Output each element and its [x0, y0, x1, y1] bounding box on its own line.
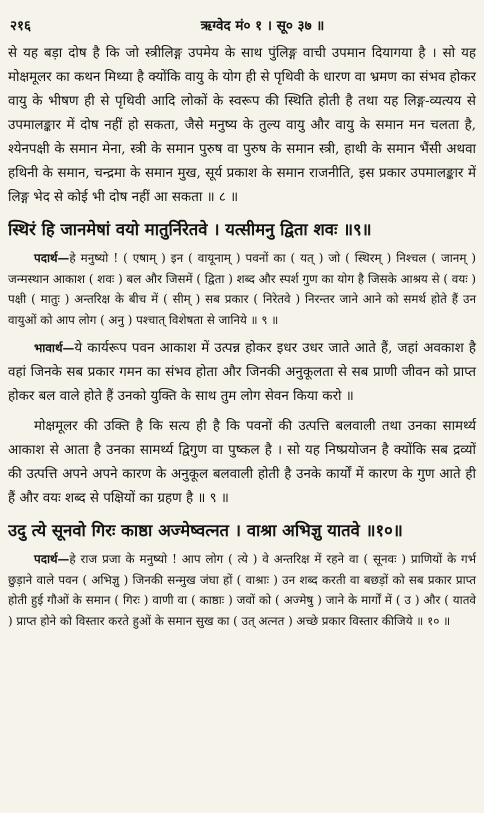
page-number: २१६: [10, 18, 32, 34]
padartha-9: [8, 248, 476, 330]
running-title: ऋग्वेद मं० १ । सू० ३७ ॥: [200, 18, 325, 34]
mantra-10: उदु त्ये सूनवो गिरः काष्ठा अज्मेष्वत्नत । वाश्रा अभिज्ञु यातवे ॥१०॥: [8, 520, 403, 540]
padartha-label: पदार्थ—: [34, 552, 70, 566]
padartha-text: हे मनुष्यो ! ( एषाम् ) इन ( वायूनाम् ) पवनों का ( यत् ) जो ( स्थिरम् ) निश्चल ( जानम् ) जन्मस्थान आकाश ( शवः ) बल और जिसमें ( द्विता ) शब्द और स्पर्श गुण का योग है जिसके आश्रय से ( वयः ) पक्षी ( मातुः ) अन्तरिक्ष के बीच में ( सीम् ) सब प्रकार ( निरेतवे ) निरन्तर जाने आने को समर्थ होते हैं उन वायुओं को आप लोग ( अनु ) पश्चात् विशेषता से जानिये ॥ ९ ॥: [8, 251, 476, 327]
bhavartha-text: ये कार्यरूप पवन आकाश में उत्पन्न होकर इधर उधर जाते आते हैं, जहां अवकाश है वहां जिनके सब प्रकार गमन का संभव होता और जिनकी अनुकूलता से सब प्राणी जीवन को प्राप्त होकर बल वाले होते हैं उनको युक्ति के साथ तुम लोग सेवन किया करो ॥: [8, 341, 476, 404]
commentary-paragraph-1: से यह बड़ा दोष है कि जो स्त्रीलिङ्ग उपमेय के साथ पुंलिङ्ग वाची उपमान दियागया है । सो यह मोक्षमूलर का कथन मिथ्या है क्योंकि वायु के योग ही से पृथिवी के धारण वा भ्रमण का संभव होकर वायु के भीषण ही से पृथिवी आदि लोकों के स्वरूप की स्थिति होती है तथा यह लिङ्ग-व्यत्यय से उपमालङ्कार में दोष नहीं हो सकता, जैसे मनुष्य के तुल्य वायु और वायु के समान मन चलता है, श्येनपक्षी के समान मेना, स्त्री के समान पुरुष वा पुरुष के समान स्त्री, हाथी के समान भैंसी अथवा हथिनी के समान, चन्द्रमा के समान मुख, सूर्य प्रकाश के समान राजनीति, इस प्रकार उपमालङ्कार में लिङ्ग भेद से कोई भी दोष नहीं आ सकता ॥ ८ ॥: [8, 46, 476, 205]
padartha-text: हे राज प्रजा के मनुष्यो ! आप लोग ( त्ये ) वे अन्तरिक्ष में रहने वा ( सूनवः ) प्राणियों के गर्भ छुड़ाने वाले पवन ( अभिज्ञु ) जिनकी सन्मुख जंघा हों ( वाश्राः ) उन शब्द करती वा बछड़ों को सब प्रकार प्राप्त होती हुई गौओं के समान ( गिरः ) वाणी वा ( काष्ठाः ) जवों को ( अज्मेषु ) जाने के मार्गों में ( उ ) और ( यातवे ) प्राप्त होने को विस्तार करते हुओं के समान सुख का ( उत् अत्नत ) अच्छे प्रकार विस्तार कीजिये ॥ १० ॥: [8, 552, 476, 628]
page-header: [10, 16, 474, 34]
bhavartha-label: भावार्थ—: [34, 341, 75, 355]
mantra-9: स्थिरं हि जानमेषां वयो मातुर्निरेतवे । यत्सीमनु द्विता शवः ॥९॥: [8, 219, 372, 239]
page-body: [8, 42, 476, 631]
padartha-10: [8, 549, 476, 631]
commentary-paragraph-3: मोक्षमूलर की उक्ति है कि सत्य ही है कि पवनों की उत्पत्ति बलवाली तथा उनका सामर्थ्य आकाश से आता है उनका सामर्थ्य द्विगुण वा पुष्कल है । सो यह निष्प्रयोजन है क्योंकि सब द्रव्यों की उत्पत्ति अपने अपने कारण के अनुकूल बलवाली होती है उनके कार्यों में कारण के गुण आते ही हैं और वयः शब्द से पक्षियों का ग्रहण है ॥ ९ ॥: [8, 419, 476, 506]
bhavartha-9: [8, 336, 476, 409]
padartha-label: पदार्थ—: [34, 251, 70, 265]
